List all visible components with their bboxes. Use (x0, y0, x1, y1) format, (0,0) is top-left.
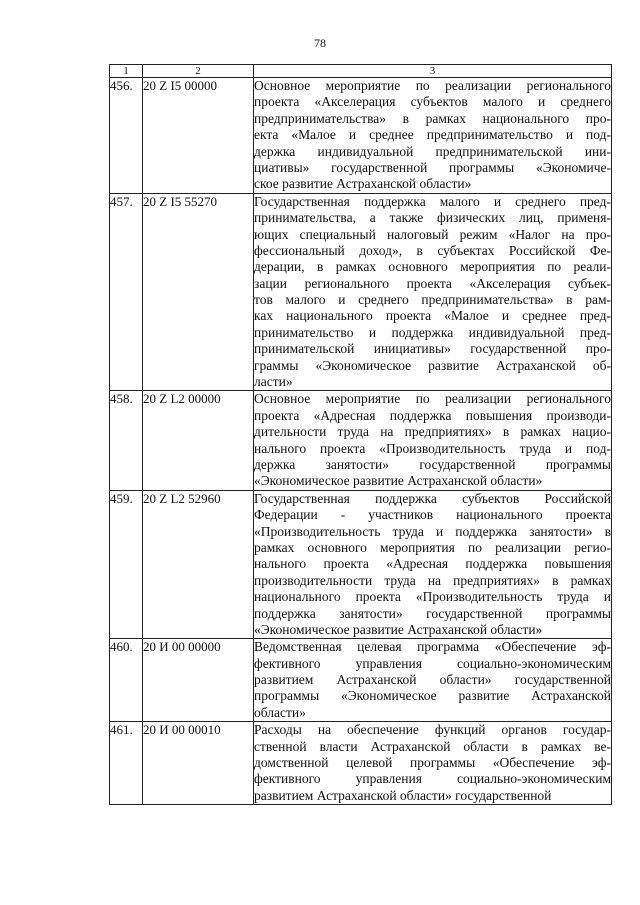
table-row (110, 490, 612, 639)
item-description (254, 193, 612, 391)
description-line: программы «Экономическое развитие Астраханской (254, 688, 611, 704)
table-row (110, 639, 612, 722)
description-line: Основное мероприятие по реализации регионального (254, 391, 611, 407)
description-line: рамках основного мероприятия по реализации регио- (254, 539, 611, 555)
description-line: поддержка занятости» государственной программы (254, 605, 611, 621)
description-line: циативы» государственной программы «Экономиче- (254, 159, 611, 175)
description-line: тов малого и среднего предпринимательства» в рам- (254, 292, 611, 308)
classification-code: 20 Z L2 00000 (143, 391, 254, 490)
description-line: национального проекта «Производительность труда и (254, 589, 611, 605)
description-line: граммы «Экономическое развитие Астраханской об- (254, 357, 611, 373)
item-description (254, 639, 612, 722)
table-row (110, 78, 612, 194)
description-line: Ведомственная целевая программа «Обеспечение эф- (254, 639, 611, 655)
item-description (254, 391, 612, 490)
description-line: принимательство и поддержка индивидуальной пред- (254, 324, 611, 340)
table-row (110, 193, 612, 391)
table-body (110, 78, 612, 805)
description-line: нального проекта «Производительность труда и под- (254, 440, 611, 456)
budget-classification-table (109, 64, 612, 805)
item-description (254, 78, 612, 194)
description-line: принимательства, а также физических лиц, применя- (254, 210, 611, 226)
page-number: 78 (314, 36, 326, 50)
description-line: области» (254, 704, 306, 720)
description-line: предпринимательства» в рамках национального про- (254, 110, 611, 126)
description-line: ках национального проекта «Малое и среднее пред- (254, 308, 611, 324)
description-line: ское развитие Астраханской области» (254, 176, 472, 192)
row-number: 460. (110, 639, 143, 722)
description-line: Государственная поддержка субъектов Российской (254, 490, 611, 506)
classification-code: 20 Z I5 55270 (143, 193, 254, 391)
description-line: держка занятости» государственной программы (254, 456, 611, 472)
row-number: 458. (110, 391, 143, 490)
column-header-number: 1 (110, 65, 143, 78)
row-number: 456. (110, 78, 143, 194)
classification-code: 20 Z L2 52960 (143, 490, 254, 639)
description-line: проекта «Адресная поддержка повышения производи- (254, 407, 611, 423)
description-line: «Экономическое развитие Астраханской области» (254, 621, 543, 637)
description-line: «Экономическое развитие Астраханской области» (254, 473, 543, 489)
item-description (254, 490, 612, 639)
description-line: принимательской инициативы» государственной про- (254, 341, 611, 357)
row-number: 457. (110, 193, 143, 391)
description-line: зации регионального проекта «Акселерация субъек- (254, 275, 611, 291)
classification-code: 20 Z I5 00000 (143, 78, 254, 194)
row-number: 461. (110, 722, 143, 805)
column-header-description: 3 (254, 65, 612, 78)
description-line: фессиональный доход», в субъектах Российской Фе- (254, 242, 611, 258)
description-line: проекта «Акселерация субъектов малого и среднего (254, 94, 611, 110)
table-row (110, 722, 612, 805)
description-line: дерации, в рамках основного мероприятия по реали- (254, 259, 611, 275)
description-line: нального проекта «Адресная поддержка повышения (254, 556, 611, 572)
description-line: домственной целевой программы «Обеспечение эф- (254, 755, 611, 771)
table-header-row (110, 65, 612, 78)
description-line: Расходы на обеспечение функций органов государ- (254, 722, 611, 738)
classification-code: 20 И 00 00000 (143, 639, 254, 722)
description-line: екта «Малое и среднее предпринимательство и под- (254, 127, 611, 143)
description-line: развитием Астраханской области» государственной (254, 787, 552, 803)
column-header-code: 2 (143, 65, 254, 78)
table-row (110, 391, 612, 490)
description-line: ласти» (254, 374, 293, 390)
description-line: Основное мероприятие по реализации регионального (254, 78, 611, 93)
description-line: ющих специальный налоговый режим «Налог на про- (254, 226, 611, 242)
row-number: 459. (110, 490, 143, 639)
item-description (254, 722, 612, 805)
description-line: развитием Астраханской области» государственной (254, 672, 611, 688)
description-line: дительности труда на предприятиях» в рамках нацио- (254, 424, 611, 440)
description-line: держка индивидуальной предпринимательской ини- (254, 143, 611, 159)
description-line: Государственная поддержка малого и среднего пред- (254, 193, 611, 209)
description-line: фективного управления социально-экономическим (254, 655, 611, 671)
description-line: Федерации - участников национального проекта (254, 507, 611, 523)
description-line: фективного управления социально-экономическим (254, 771, 611, 787)
description-line: производительности труда на предприятиях» в рамках (254, 572, 611, 588)
description-line: ственной власти Астраханской области в рамках ве- (254, 738, 611, 754)
description-line: «Производительность труда и поддержка занятости» в (254, 523, 611, 539)
classification-code: 20 И 00 00010 (143, 722, 254, 805)
